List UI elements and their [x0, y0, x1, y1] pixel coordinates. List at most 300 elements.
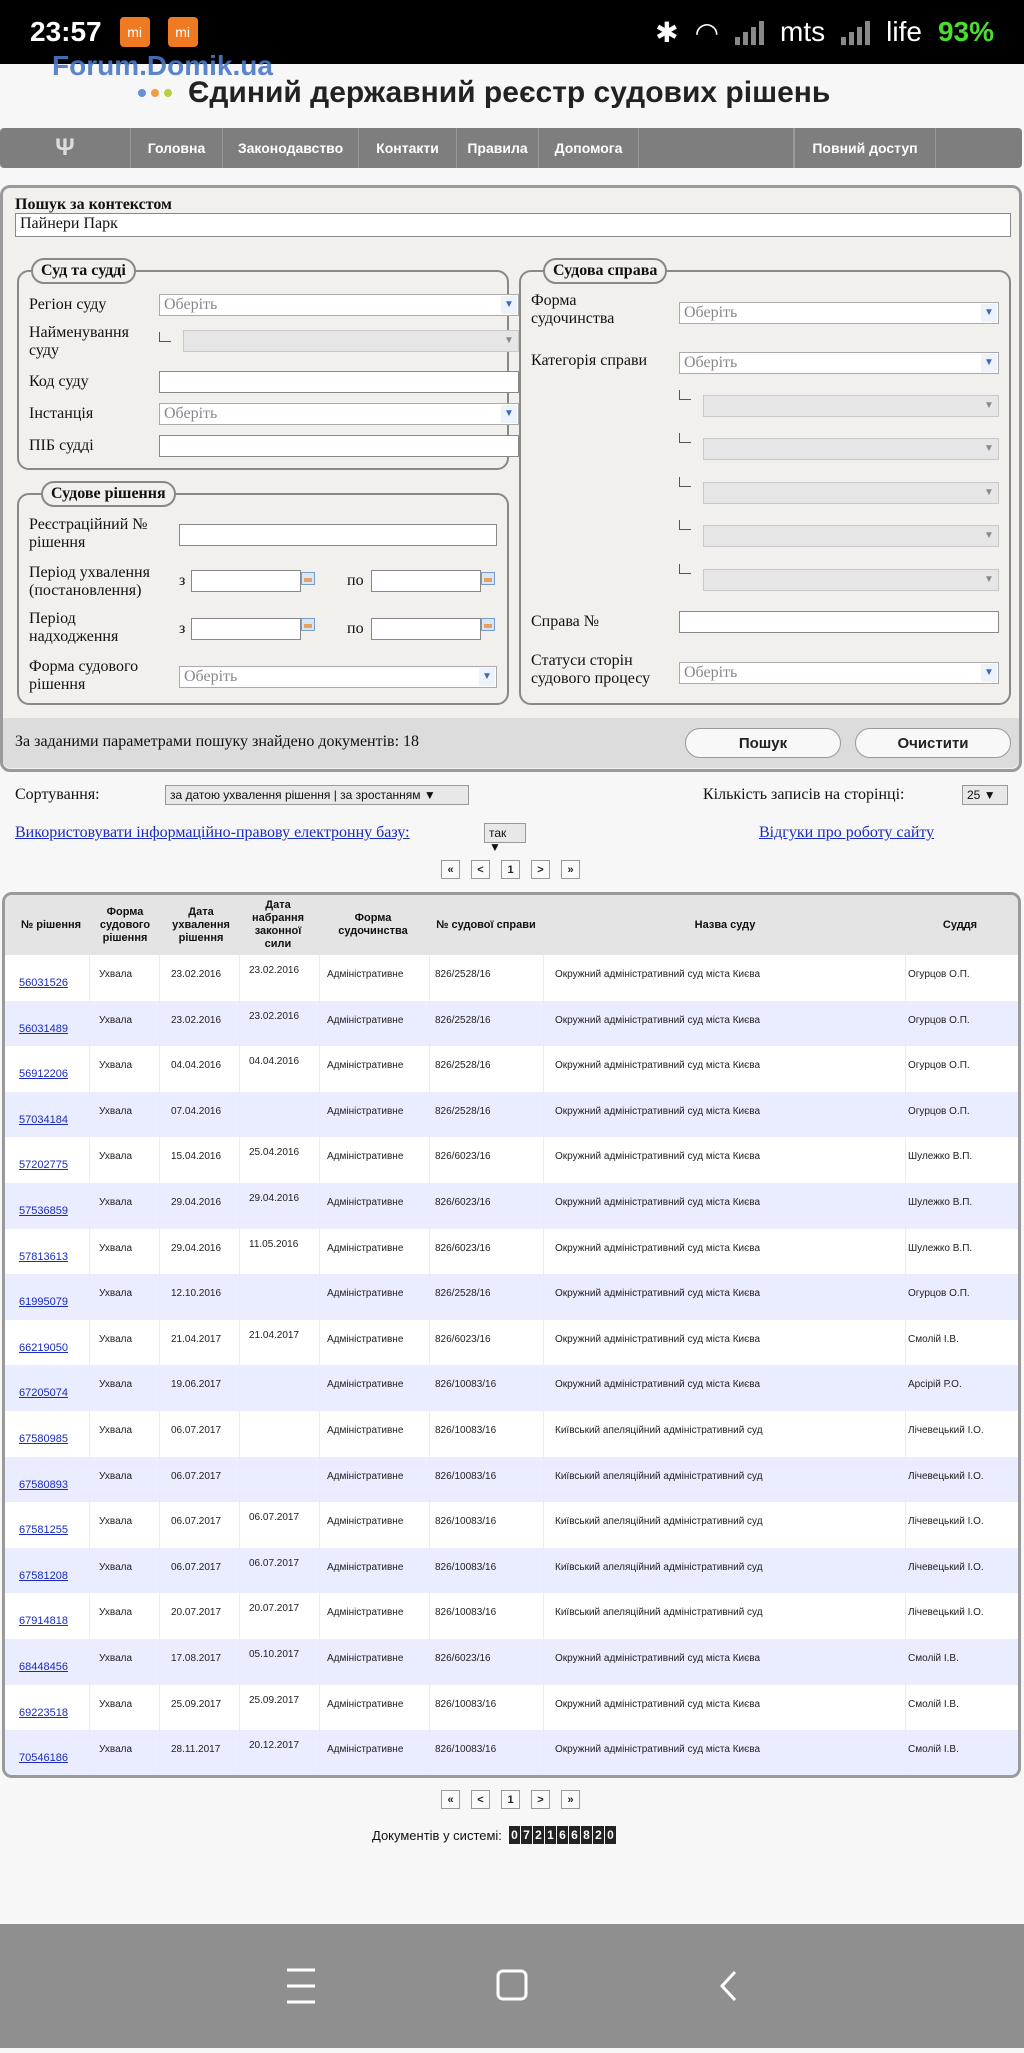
cell-case: 826/2528/16: [435, 1014, 491, 1026]
table-row: [5, 1685, 1018, 1731]
counter-digit: 6: [569, 1826, 580, 1844]
column-divider: [159, 1092, 160, 1138]
cell-proc: Адміністративне: [327, 1470, 404, 1482]
tree-connector: [679, 390, 691, 400]
column-divider: [429, 1320, 430, 1366]
column-divider: [319, 1137, 320, 1183]
column-divider: [159, 1229, 160, 1275]
column-divider: [543, 955, 544, 1001]
status-time: 23:57: [30, 16, 102, 47]
main-nav: [0, 128, 1022, 168]
pager-prev[interactable]: <: [471, 860, 490, 879]
cell-id[interactable]: 67580985: [19, 1433, 68, 1445]
search-panel: [0, 185, 1022, 772]
per-page-value: 25: [967, 788, 981, 802]
cell-proc: Адміністративне: [327, 1242, 404, 1254]
mi-app-icon-2: mi: [168, 17, 198, 47]
column-divider: [89, 1730, 90, 1776]
column-divider: [89, 955, 90, 1001]
subcategory-select-2[interactable]: [703, 438, 999, 460]
cell-case: 826/2528/16: [435, 1105, 491, 1117]
results-table: [2, 892, 1021, 1778]
table-row: [5, 1730, 1018, 1776]
column-divider: [239, 1639, 240, 1685]
cell-id[interactable]: 70546186: [19, 1752, 68, 1765]
reg-number-input[interactable]: [179, 524, 497, 546]
subcategory-select-5[interactable]: [703, 569, 999, 591]
court-name-label: Найменування суду: [29, 324, 129, 359]
cell-form: Ухвала: [99, 1470, 133, 1482]
cell-proc: Адміністративне: [327, 1151, 404, 1163]
cell-proc: Адміністративне: [327, 1744, 404, 1756]
cell-court: Окружний адміністративний суд міста Києва: [555, 1744, 761, 1756]
cell-force: 29.04.2016: [249, 1193, 300, 1204]
pager-next[interactable]: >: [531, 860, 550, 879]
column-divider: [543, 1502, 544, 1548]
table-row: [5, 1593, 1018, 1639]
column-divider: [543, 1593, 544, 1639]
cell-force: 21.04.2017: [249, 1329, 300, 1341]
cell-judge: Смолій І.В.: [908, 1653, 959, 1664]
cell-proc: Адміністративне: [327, 969, 404, 980]
cell-id[interactable]: 67914818: [19, 1615, 68, 1628]
subcategory-select-1[interactable]: [703, 395, 999, 417]
judge-input[interactable]: [159, 435, 519, 457]
mi-app-icon: mi: [120, 17, 150, 47]
cell-id[interactable]: 57034184: [19, 1113, 68, 1126]
column-divider: [239, 1457, 240, 1503]
column-divider: [319, 1092, 320, 1138]
chevron-down-icon: ▼: [981, 304, 997, 322]
chevron-down-icon: ▼: [983, 788, 996, 802]
receipt-to-input[interactable]: [371, 618, 481, 640]
pager-bottom: [441, 1790, 580, 1809]
column-divider: [905, 1411, 906, 1457]
cell-force: 06.07.2017: [249, 1557, 300, 1569]
cell-force: 05.10.2017: [249, 1649, 300, 1660]
tree-connector: [679, 564, 691, 574]
cell-date: 20.07.2017: [171, 1607, 222, 1619]
cell-court: Окружний адміністративний суд міста Києва: [555, 1653, 761, 1664]
cell-id[interactable]: 57202775: [19, 1159, 68, 1172]
cell-date: 23.02.2016: [171, 1014, 222, 1026]
cell-judge: Шулежко В.П.: [908, 1151, 973, 1163]
column-divider: [319, 1046, 320, 1092]
cell-id[interactable]: 67205074: [19, 1387, 68, 1400]
decision-form-select[interactable]: [179, 666, 497, 688]
cell-court: Київський апеляційний адміністративний суд: [555, 1470, 763, 1482]
column-divider: [543, 1092, 544, 1138]
calendar-icon[interactable]: [301, 572, 315, 585]
column-divider: [319, 1001, 320, 1047]
found-count-text: За заданими параметрами пошуку знайдено документів: 18: [15, 733, 420, 750]
column-divider: [89, 1548, 90, 1594]
cell-judge: Лічевецький І.О.: [908, 1516, 984, 1528]
col-header: № рішення: [20, 918, 82, 931]
counter-digit: 7: [521, 1826, 532, 1844]
region-label: Регіон суду: [29, 296, 107, 313]
category-label: Категорія справи: [531, 352, 648, 369]
nav-spacer: [638, 128, 794, 168]
home-icon[interactable]: [498, 1971, 526, 1999]
column-divider: [429, 1001, 430, 1047]
column-divider: [159, 1502, 160, 1548]
pager-last[interactable]: »: [561, 860, 580, 879]
column-divider: [239, 1730, 240, 1776]
region-value: Оберіть: [164, 296, 218, 313]
column-divider: [89, 1001, 90, 1047]
cell-id[interactable]: 61995079: [19, 1296, 68, 1309]
chevron-down-icon: ▼: [423, 788, 436, 802]
calendar-icon[interactable]: [301, 618, 315, 631]
category-select[interactable]: [679, 352, 999, 374]
cell-case: 826/2528/16: [435, 969, 491, 980]
party-status-value: Оберіть: [684, 664, 738, 681]
table-header: [5, 895, 1018, 955]
cell-id[interactable]: 66219050: [19, 1341, 68, 1354]
column-divider: [319, 1502, 320, 1548]
column-divider: [429, 1046, 430, 1092]
clear-button[interactable]: Очистити: [855, 728, 1011, 758]
per-page-select[interactable]: [962, 785, 1008, 805]
column-divider: [543, 1183, 544, 1229]
carrier-2: life: [886, 16, 922, 47]
cell-proc: Адміністративне: [327, 1653, 404, 1664]
cell-id[interactable]: 68448456: [19, 1661, 68, 1673]
table-row: [5, 1137, 1018, 1183]
column-divider: [239, 1183, 240, 1229]
signal-icon-2: [841, 19, 870, 45]
cell-case: 826/6023/16: [435, 1197, 491, 1208]
column-divider: [159, 1593, 160, 1639]
cell-case: 826/10083/16: [435, 1698, 497, 1710]
column-divider: [239, 1137, 240, 1183]
cell-proc: Адміністративне: [327, 1698, 404, 1710]
nav-home[interactable]: Головна: [130, 128, 222, 168]
cell-judge: Лічевецький І.О.: [908, 1425, 984, 1436]
pager-first[interactable]: «: [441, 1790, 460, 1809]
column-divider: [543, 1001, 544, 1047]
counter-digit: 6: [557, 1826, 568, 1844]
cell-proc: Адміністративне: [327, 1105, 404, 1117]
column-divider: [543, 1639, 544, 1685]
cell-form: Ухвала: [99, 1014, 133, 1026]
cell-judge: Смолій І.В.: [908, 1333, 959, 1345]
subcategory-select-4[interactable]: [703, 525, 999, 547]
column-divider: [319, 1593, 320, 1639]
case-number-label: Справа №: [531, 613, 600, 630]
chevron-down-icon: ▼: [479, 668, 495, 686]
search-footer: [3, 718, 1019, 768]
cell-date: 25.09.2017: [171, 1698, 222, 1710]
cell-id[interactable]: 57536859: [19, 1205, 68, 1217]
cell-id[interactable]: 67580893: [19, 1478, 68, 1491]
column-divider: [239, 1548, 240, 1594]
cell-form: Ухвала: [99, 1561, 133, 1573]
cell-court: Київський апеляційний адміністративний суд: [555, 1425, 763, 1436]
context-label: Пошук за контекстом: [15, 196, 172, 213]
case-legend: Судова справа: [543, 258, 667, 284]
calendar-icon[interactable]: [481, 572, 495, 585]
back-icon[interactable]: [722, 1972, 735, 2000]
column-divider: [543, 1320, 544, 1366]
cell-case: 826/10083/16: [435, 1561, 497, 1573]
column-divider: [239, 1411, 240, 1457]
cell-date: 04.04.2016: [171, 1060, 222, 1072]
cell-court: Окружний адміністративний суд міста Києва: [555, 1060, 761, 1072]
nav-help[interactable]: Допомога: [538, 128, 638, 168]
cell-case: 826/10083/16: [435, 1607, 497, 1619]
nav-contacts[interactable]: Контакти: [358, 128, 456, 168]
cell-form: Ухвала: [99, 1744, 133, 1756]
cell-court: Окружний адміністративний суд міста Києва: [555, 1151, 761, 1163]
cell-date: 23.02.2016: [171, 969, 222, 980]
adopt-to-label: по: [347, 572, 364, 589]
category-value: Оберіть: [684, 354, 738, 371]
column-divider: [319, 1365, 320, 1411]
cell-judge: Шулежко В.П.: [908, 1242, 973, 1254]
column-divider: [543, 1548, 544, 1594]
cell-id[interactable]: 56912206: [19, 1068, 68, 1081]
column-divider: [239, 1001, 240, 1047]
cell-date: 29.04.2016: [171, 1242, 222, 1254]
column-divider: [905, 1502, 906, 1548]
column-divider: [89, 1457, 90, 1503]
cell-judge: Шулежко В.П.: [908, 1197, 973, 1208]
table-row: [5, 1274, 1018, 1320]
cell-force: 25.04.2016: [249, 1147, 300, 1159]
pager-first[interactable]: «: [441, 860, 460, 879]
cell-judge: Смолій І.В.: [908, 1744, 959, 1756]
col-header: № судової справи: [436, 918, 536, 931]
col-header: Дата ухвалення рішення: [172, 905, 230, 944]
cell-date: 06.07.2017: [171, 1561, 222, 1573]
cell-case: 826/10083/16: [435, 1425, 497, 1436]
cell-court: Київський апеляційний адміністративний суд: [555, 1561, 763, 1573]
carrier-1: mts: [780, 16, 826, 47]
nav-icons: [0, 1924, 1024, 2048]
counter-digit: 1: [545, 1826, 556, 1844]
receipt-from-input[interactable]: [191, 618, 301, 640]
column-divider: [159, 1730, 160, 1776]
party-status-select[interactable]: [679, 662, 999, 684]
col-header: Суддя: [942, 918, 978, 931]
cell-case: 826/10083/16: [435, 1516, 497, 1528]
column-divider: [429, 1365, 430, 1411]
col-header: Дата набрання законної сили: [251, 899, 305, 950]
calendar-icon[interactable]: [481, 618, 495, 631]
column-divider: [543, 1685, 544, 1731]
table-row: [5, 955, 1018, 1001]
cell-date: 19.06.2017: [171, 1379, 222, 1391]
column-divider: [905, 1274, 906, 1320]
search-button[interactable]: Пошук: [685, 728, 841, 758]
cell-form: Ухвала: [99, 969, 133, 980]
cell-judge: Лічевецький І.О.: [908, 1561, 984, 1573]
cell-force: 06.07.2017: [249, 1512, 300, 1524]
cell-force: 25.09.2017: [249, 1694, 300, 1706]
menu-icon[interactable]: [287, 1970, 315, 2002]
cell-case: 826/2528/16: [435, 1060, 491, 1072]
column-divider: [159, 1685, 160, 1731]
court-legend: Суд та судді: [31, 258, 136, 284]
decision-legend: Судове рішення: [41, 481, 176, 507]
pager-next[interactable]: >: [531, 1790, 550, 1809]
table-row: [5, 1548, 1018, 1594]
cell-case: 826/10083/16: [435, 1470, 497, 1482]
column-divider: [89, 1502, 90, 1548]
cell-date: 07.04.2016: [171, 1105, 222, 1117]
column-divider: [159, 1183, 160, 1229]
column-divider: [543, 1274, 544, 1320]
region-select[interactable]: [159, 294, 519, 316]
column-divider: [429, 1593, 430, 1639]
tree-connector: [679, 520, 691, 530]
column-divider: [89, 1137, 90, 1183]
court-code-input[interactable]: [159, 371, 519, 393]
cell-id[interactable]: 56031489: [19, 1022, 68, 1035]
bluetooth-icon: ✱: [655, 16, 679, 48]
column-divider: [159, 1365, 160, 1411]
instance-select[interactable]: [159, 403, 519, 425]
column-divider: [429, 1411, 430, 1457]
nav-full-access[interactable]: Повний доступ: [794, 128, 936, 168]
pager-page[interactable]: 1: [501, 1790, 520, 1809]
context-search-input[interactable]: Пайнери Парк: [15, 213, 1011, 237]
column-divider: [543, 1137, 544, 1183]
cell-proc: Адміністративне: [327, 1197, 404, 1208]
cell-id[interactable]: 57813613: [19, 1250, 68, 1263]
column-divider: [543, 1046, 544, 1092]
column-divider: [905, 1365, 906, 1411]
cell-id[interactable]: 56031526: [19, 977, 68, 989]
cell-date: 06.07.2017: [171, 1470, 222, 1482]
column-divider: [239, 1593, 240, 1639]
column-divider: [905, 1137, 906, 1183]
column-divider: [319, 1411, 320, 1457]
nav-legislation[interactable]: Законодавство: [222, 128, 358, 168]
adopt-from-label: з: [179, 572, 186, 589]
sort-select[interactable]: [165, 785, 469, 805]
counter-digit: 8: [581, 1826, 592, 1844]
docs-counter-label: Документів у системі:: [372, 1827, 502, 1843]
cell-force: 04.04.2016: [249, 1056, 300, 1068]
column-divider: [159, 1639, 160, 1685]
cell-court: Окружний адміністративний суд міста Києва: [555, 1288, 761, 1300]
column-divider: [905, 1229, 906, 1275]
cell-form: Ухвала: [99, 1425, 133, 1436]
column-divider: [319, 1320, 320, 1366]
column-divider: [239, 1320, 240, 1366]
cell-court: Окружний адміністративний суд міста Києва: [555, 1242, 761, 1254]
counter-digit: 2: [593, 1826, 604, 1844]
column-divider: [89, 1274, 90, 1320]
sort-label: Сортування:: [15, 786, 100, 803]
adopt-to-input[interactable]: [371, 570, 481, 592]
col-header: Назва суду: [694, 918, 756, 931]
column-divider: [89, 1639, 90, 1685]
cell-proc: Адміністративне: [327, 1425, 404, 1436]
table-row: [5, 1365, 1018, 1411]
cell-proc: Адміністративне: [327, 1014, 404, 1026]
adopt-from-input[interactable]: [191, 570, 301, 592]
proc-form-select[interactable]: [679, 302, 999, 324]
column-divider: [905, 955, 906, 1001]
column-divider: [159, 1548, 160, 1594]
cell-id[interactable]: 69223518: [19, 1706, 68, 1719]
column-divider: [905, 1639, 906, 1685]
cell-force: 20.07.2017: [249, 1603, 300, 1615]
court-code-label: Код суду: [29, 373, 89, 390]
cell-court: Окружний адміністративний суд міста Києва: [555, 969, 761, 980]
counter-digit: 0: [605, 1826, 616, 1844]
pager-page[interactable]: 1: [501, 860, 520, 879]
column-divider: [905, 1593, 906, 1639]
cell-date: 06.07.2017: [171, 1516, 222, 1528]
column-divider: [89, 1092, 90, 1138]
court-name-select[interactable]: [183, 330, 519, 352]
column-divider: [905, 1001, 906, 1047]
tree-connector: [679, 477, 691, 487]
cell-id[interactable]: 67581255: [19, 1524, 68, 1537]
cell-form: Ухвала: [99, 1151, 133, 1163]
cell-proc: Адміністративне: [327, 1288, 404, 1300]
cell-form: Ухвала: [99, 1607, 133, 1619]
cell-judge: Огурцов О.П.: [908, 1105, 970, 1117]
cell-form: Ухвала: [99, 1653, 133, 1664]
column-divider: [905, 1685, 906, 1731]
chevron-down-icon: ▼: [501, 405, 517, 423]
docs-counter-digits: [508, 1826, 616, 1844]
nav-rules[interactable]: Правила: [456, 128, 538, 168]
cell-date: 21.04.2017: [171, 1333, 222, 1345]
feedback-link[interactable]: Відгуки про роботу сайту: [759, 824, 935, 841]
trident-icon[interactable]: Ψ: [55, 134, 75, 161]
pager-last[interactable]: »: [561, 1790, 580, 1809]
column-divider: [543, 1457, 544, 1503]
subcategory-select-3[interactable]: [703, 482, 999, 504]
chevron-down-icon: ▼: [501, 332, 517, 350]
cell-date: 29.04.2016: [171, 1197, 222, 1208]
reg-number-label: Реєстраційний № рішення: [29, 516, 148, 551]
column-divider: [159, 1411, 160, 1457]
column-divider: [429, 1502, 430, 1548]
column-divider: [429, 1457, 430, 1503]
column-divider: [319, 1548, 320, 1594]
column-divider: [239, 1502, 240, 1548]
tree-connector: [159, 332, 171, 342]
decision-form-value: Оберіть: [184, 668, 238, 685]
site-title: Єдиний державний реєстр судових рішень: [188, 76, 831, 109]
counter-digit: 0: [509, 1826, 520, 1844]
column-divider: [429, 1092, 430, 1138]
cell-case: 826/6023/16: [435, 1653, 491, 1664]
cell-judge: Огурцов О.П.: [908, 1014, 970, 1026]
cell-id[interactable]: 67581208: [19, 1569, 68, 1582]
cell-proc: Адміністративне: [327, 1607, 404, 1619]
signal-icon: [735, 19, 764, 45]
cell-force: 20.12.2017: [249, 1740, 300, 1752]
chevron-down-icon: ▼: [981, 397, 997, 415]
pager-prev[interactable]: <: [471, 1790, 490, 1809]
cell-judge: Лічевецький І.О.: [908, 1607, 984, 1619]
use-base-select[interactable]: [484, 823, 526, 854]
per-page-label: Кількість записів на сторінці:: [703, 786, 905, 803]
tree-connector: [679, 433, 691, 443]
use-base-link[interactable]: Використовувати інформаційно-правову електронну базу:: [15, 824, 410, 841]
column-divider: [159, 1001, 160, 1047]
case-number-input[interactable]: [679, 611, 999, 633]
